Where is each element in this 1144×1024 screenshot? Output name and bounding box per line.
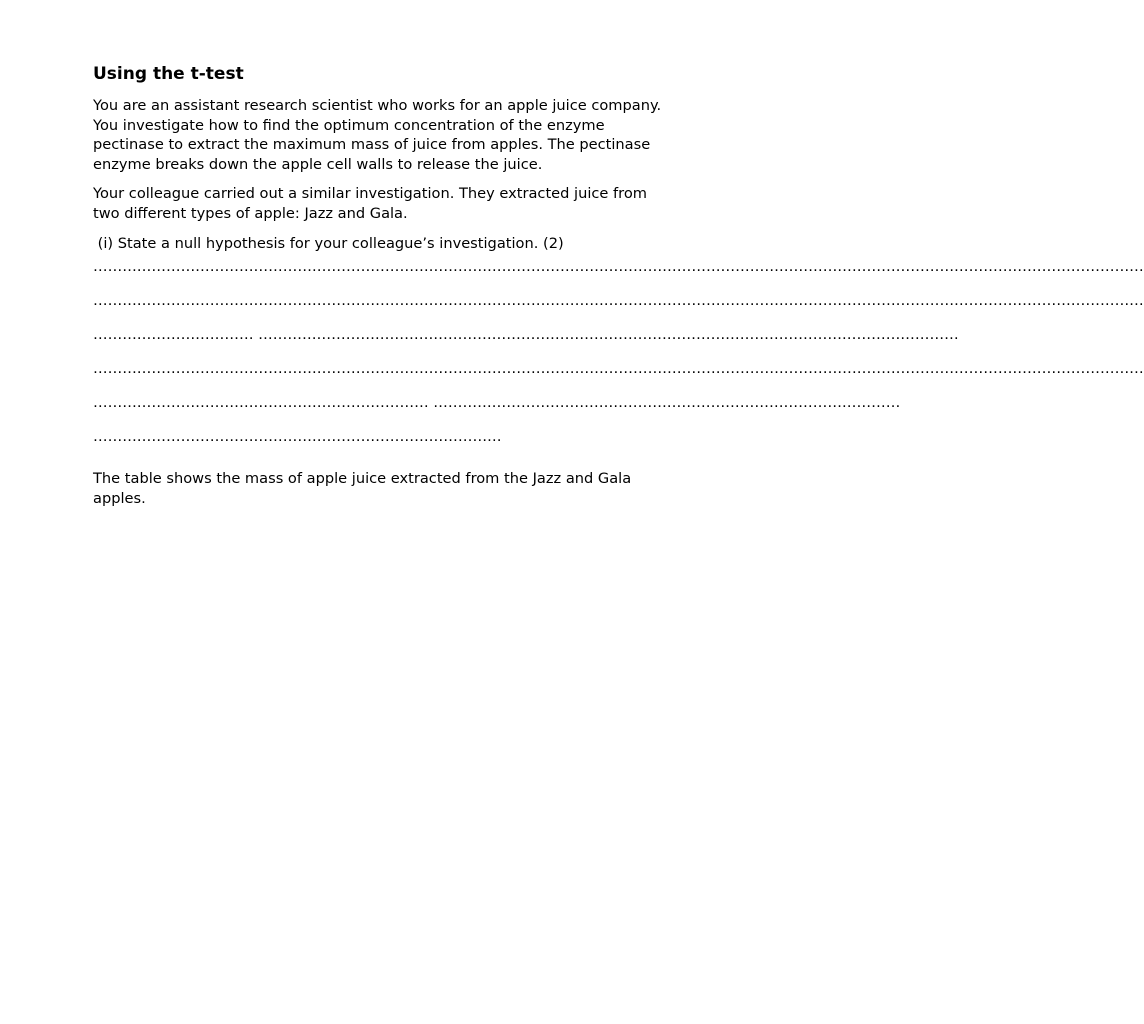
answer-line — [93, 360, 1144, 395]
answer-lines — [93, 258, 1144, 463]
answer-line-text: …………………………………………………………… …………………………………………………………………………………… — [93, 394, 901, 412]
document-title: Using the t-test — [93, 64, 244, 84]
table-intro-paragraph: The table shows the mass of apple juice extracted from the Jazz and Gala apples. — [93, 470, 632, 507]
question-prompt: (i) State a null hypothesis for your colleague’s investigation. (2) — [93, 234, 564, 252]
answer-line — [93, 258, 1144, 293]
answer-line — [93, 292, 1144, 327]
answer-line-text: ……………………………………………………………………………………………………………………………………………………………………………………………… — [93, 292, 1144, 310]
answer-line-text: ……………………………………………………………………………………………………………………………………………………………………………………………… — [93, 258, 1144, 276]
answer-line — [93, 326, 959, 361]
answer-line-text: …………………………… ……………………………………………………………………………………………………………………………… — [93, 326, 959, 344]
answer-line-text: ………………………………………………………………………… — [93, 428, 502, 446]
colleague-paragraph: Your colleague carried out a similar investigation. They extracted juice from two different types of apple: Jazz and Gala. — [93, 185, 648, 222]
answer-line — [93, 429, 673, 463]
document-page — [93, 62, 1144, 518]
answer-line-text: ……………………………………………………………………………………………………………………………………………………………………………………………… — [93, 360, 1144, 378]
intro-paragraph: You are an assistant research scientist who works for an apple juice company. You investigate how to find the optimum concentration of the enzyme pectinase to extract the maximum mass of juice from apples. The pectinase enzyme breaks down the apple cell walls to release the juice. — [93, 97, 662, 173]
answer-line — [93, 394, 901, 429]
